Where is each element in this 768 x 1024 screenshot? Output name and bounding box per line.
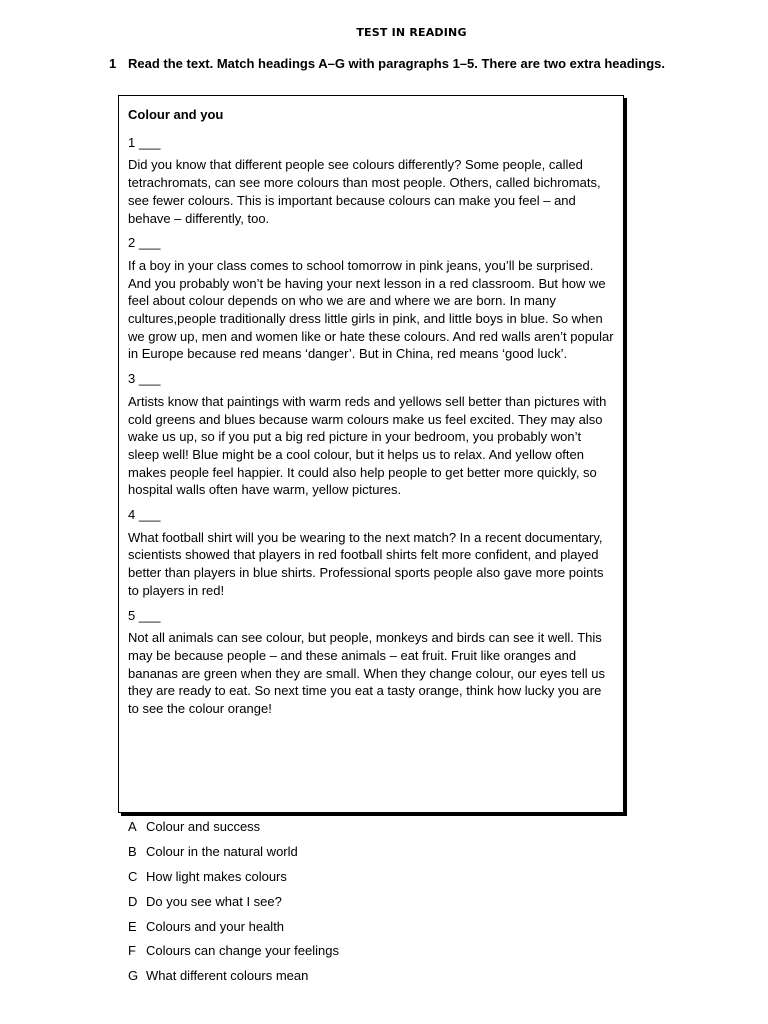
headings-list xyxy=(128,819,339,993)
list-item xyxy=(128,943,339,968)
list-item xyxy=(128,869,339,894)
heading-letter: E xyxy=(128,918,137,934)
paragraph-number: 1 ___ xyxy=(128,134,161,150)
heading-text: How light makes colours xyxy=(146,868,287,884)
paragraph-text: Not all animals can see colour, but people, monkeys and birds can see it well. This may be because people – and these animals – eat fruit. Fruit like oranges and bananas are green when they are small. When they change colour, our eyes tell us they are ready to eat. So next time you eat a tasty orange, think how lucky you are to see the colour orange! xyxy=(128,630,605,717)
task-number: 1 xyxy=(109,56,117,71)
paragraph-number: 4 ___ xyxy=(128,507,161,523)
heading-text: Colours and your health xyxy=(146,918,285,934)
text-title: Colour and you xyxy=(128,107,224,122)
list-item xyxy=(128,819,339,844)
heading-text: Colours can change your feelings xyxy=(146,943,339,959)
heading-letter: D xyxy=(128,893,138,909)
task-instruction-block xyxy=(109,56,669,72)
page-title: TEST IN READING xyxy=(356,26,467,39)
list-item xyxy=(128,968,339,993)
reading-text-box xyxy=(118,95,624,813)
heading-text: Do you see what I see? xyxy=(146,893,282,909)
heading-letter: B xyxy=(128,843,137,859)
paragraph-text: If a boy in your class comes to school tomorrow in pink jeans, you’ll be surprised. And you probably won’t be having your next lesson in a red classroom. But how we feel about colour depends on who we are and where we are born. In many cultures,people traditionally dress little girls in pink, and little boys in blue. So when we grow up, men and women like or hate these colours. And red walls aren’t popular in Europe because red means ‘danger’. But in China, red means ‘good luck’. xyxy=(128,257,614,362)
heading-letter: C xyxy=(128,868,138,884)
heading-text: What different colours mean xyxy=(146,968,309,984)
paragraph-text: Did you know that different people see colours differently? Some people, called tetrachromats, can see more colours than most people. Others, called bichromats, see fewer colours. This is important because colours can make you feel – and behave – differently, too. xyxy=(128,157,601,226)
heading-text: Colour in the natural world xyxy=(146,843,298,859)
paragraph-number: 2 ___ xyxy=(128,235,161,251)
heading-letter: G xyxy=(128,968,139,984)
list-item xyxy=(128,919,339,944)
paragraph-text: What football shirt will you be wearing to the next match? In a recent documentary, scientists showed that players in red football shirts felt more confident, and played better than players in blue shirts. Professional sports people also gave more points to players in red! xyxy=(128,529,604,598)
list-item xyxy=(128,894,339,919)
list-item xyxy=(128,844,339,869)
heading-letter: F xyxy=(128,943,136,959)
paragraph-text: Artists know that paintings with warm reds and yellows sell better than pictures with cold greens and blues because warm colours make us feel excited. They may also wake us up, so if you put a big red picture in your bedroom, you probably won’t sleep well! Blue might be a cool colour, but it helps us to relax. And yellow often makes people feel happier. It could also help people to get better more quickly, so hospital walls often have warm, yellow pictures. xyxy=(128,393,607,498)
paragraph-number: 5 ___ xyxy=(128,607,161,623)
task-instruction: Read the text. Match headings A–G with paragraphs 1–5. There are two extra headings. xyxy=(128,56,665,71)
heading-letter: A xyxy=(128,819,137,834)
heading-text: Colour and success xyxy=(146,819,261,834)
paragraph-number: 3 ___ xyxy=(128,371,161,387)
